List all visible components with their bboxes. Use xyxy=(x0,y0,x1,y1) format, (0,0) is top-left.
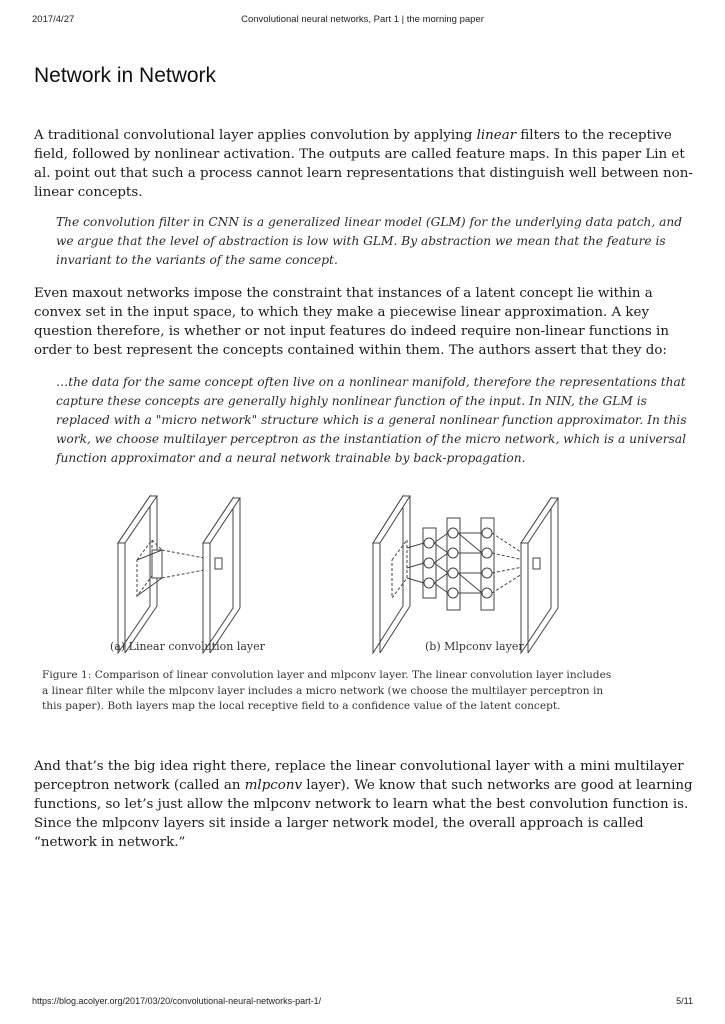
blockquote-glm: The convolution filter in CNN is a generalized linear model (GLM) for the underlying data patch, and we argue that the level of abstraction is low with GLM. By abstraction we mean that the feature is invariant to the variants of the same concept. xyxy=(56,215,683,267)
emphasis-linear: linear xyxy=(476,128,517,143)
figure-diagram xyxy=(40,488,690,663)
print-date: 2017/4/27 xyxy=(32,14,75,25)
paragraph-big-idea-text-2: layer). We know that such networks are good at learning functions, so let’s just allow the mlpconv network to learn what the best convolution function is. Since the mlpconv layers sit inside a larger network model, the overall approach is called “network in network.” xyxy=(34,778,693,850)
paragraph-intro-text-1: A traditional convolutional layer applies convolution by applying xyxy=(34,128,477,143)
diagram-mlpconv xyxy=(373,496,558,653)
paragraph-maxout: Even maxout networks impose the constraint that instances of a latent concept lie within a convex set in the input space, to which they make a piecewise linear approximation. A key question therefore, is whether or not input features do indeed require non-linear functions in order to best represent the concepts contained within them. The authors assert that they do: xyxy=(34,286,669,358)
figure-caption: Figure 1: Comparison of linear convolution layer and mlpconv layer. The linear convolution layer includes a linear filter while the mlpconv layer includes a micro network (we choose the multilayer perceptron in this paper). Both layers map the local receptive field to a confidence value of the latent concept. xyxy=(42,669,612,712)
paragraph-big-idea-text-1: And that’s the big idea right there, replace the linear convolutional layer with a mini multilayer perceptron network (called an xyxy=(34,759,684,793)
diagram-linear-convolution xyxy=(118,496,240,653)
emphasis-mlpconv: mlpconv xyxy=(244,778,303,793)
subcaption-linear: (a) Linear convolution layer xyxy=(110,640,265,653)
paragraph-intro-text-2: filters to the receptive field, followed by nonlinear activation. The outputs are called feature maps. In this paper Lin et al. point out that such a process cannot learn representations that distinguish well between non-linear concepts. xyxy=(34,128,693,200)
print-page-title: Convolutional neural networks, Part 1 | the morning paper xyxy=(241,14,484,25)
section-title: Network in Network xyxy=(34,64,217,87)
subcaption-mlpconv: (b) Mlpconv layer xyxy=(425,640,524,653)
paragraph-intro xyxy=(34,126,694,202)
page-number: 5/11 xyxy=(676,996,693,1006)
paragraph-big-idea xyxy=(34,757,694,852)
figure-nin-comparison xyxy=(40,488,690,738)
print-url: https://blog.acolyer.org/2017/03/20/convolutional-neural-networks-part-1/ xyxy=(32,996,322,1006)
blockquote-manifold: …the data for the same concept often live on a nonlinear manifold, therefore the representations that capture these concepts are generally highly nonlinear function of the input. In NIN, the GLM is replaced with a "micro network" structure which is a general nonlinear function approximator. In this work, we choose multilayer perceptron as the instantiation of the micro network, which is a universal function approximator and a neural network trainable by back-propagation. xyxy=(56,375,687,465)
